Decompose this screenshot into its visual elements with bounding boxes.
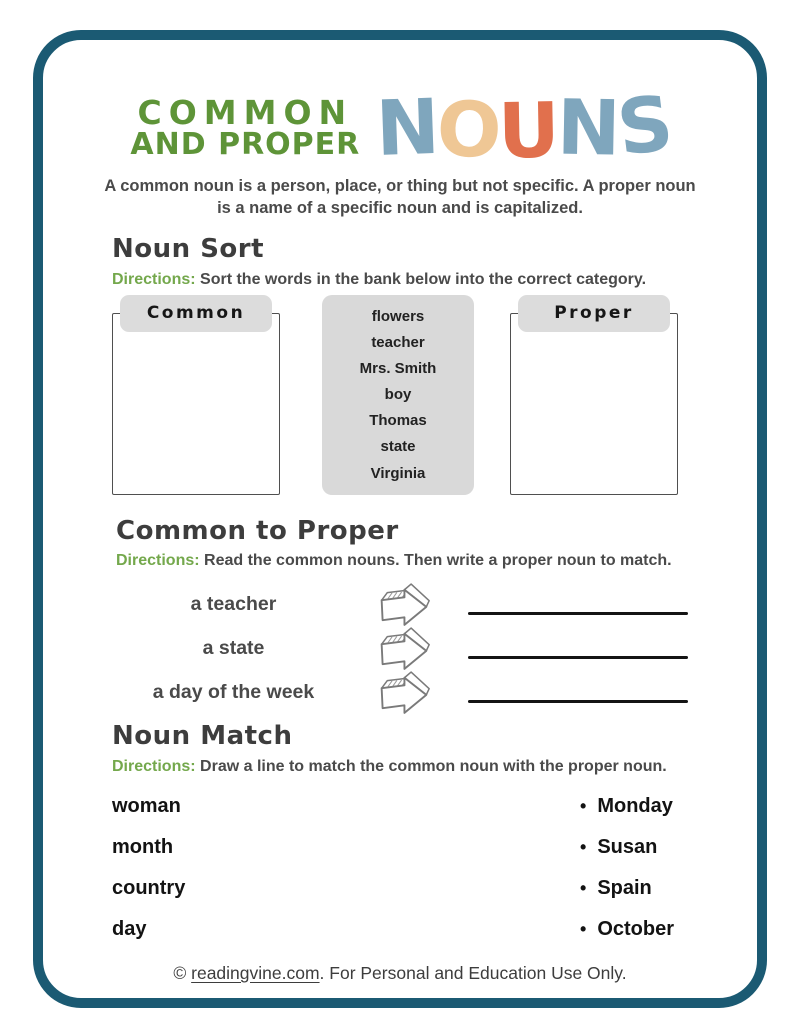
word-bank-item: Mrs. Smith (359, 359, 437, 377)
write-line (468, 612, 688, 615)
write-line (468, 656, 688, 659)
common-to-proper-directions (116, 552, 740, 570)
nouns-letter: N (556, 82, 619, 173)
common-to-proper-row (116, 582, 688, 626)
match-proper-noun: Spain (597, 876, 652, 899)
match-proper-noun-item (580, 836, 706, 859)
copyright-suffix: . For Personal and Education Use Only. (319, 963, 627, 983)
bullet-icon: • (580, 918, 587, 939)
common-noun-label: a state (202, 636, 265, 659)
common-noun-label: a day of the week (152, 680, 315, 703)
directions-text: Draw a line to match the common noun with the proper noun. (200, 757, 667, 775)
word-bank-item: Thomas (369, 412, 427, 430)
word-bank (322, 295, 474, 495)
noun-sort-directions (112, 271, 740, 289)
common-noun-label: a teacher (190, 592, 277, 615)
match-proper-noun: Susan (597, 835, 658, 858)
directions-text: Sort the words in the bank below into the correct category. (200, 270, 647, 288)
common-to-proper-row (116, 626, 688, 670)
proper-sort-area (510, 313, 678, 495)
section-noun-sort (60, 235, 740, 495)
nouns-letter: S (612, 78, 675, 173)
directions-label: Directions: (112, 270, 196, 288)
match-common-noun: month (112, 835, 174, 858)
noun-match-row (112, 868, 706, 909)
match-proper-noun-item (580, 877, 706, 900)
sort-row (112, 295, 740, 495)
title-common-and-proper (130, 92, 361, 162)
arrow-icon (375, 581, 432, 627)
title-line-2: AND PROPER (130, 126, 361, 162)
noun-match-directions (112, 758, 740, 776)
worksheet-content (60, 0, 740, 950)
arrow-icon (375, 669, 432, 715)
common-to-proper-rows (116, 582, 688, 714)
noun-match-row (112, 909, 706, 950)
title-line-1: COMMON (137, 92, 354, 132)
common-to-proper-heading: Common to Proper (116, 515, 399, 546)
bullet-icon: • (580, 795, 587, 816)
word-bank-item: flowers (371, 307, 425, 325)
noun-match-heading: Noun Match (112, 721, 293, 752)
directions-label: Directions: (116, 552, 200, 570)
noun-match-rows (112, 786, 706, 950)
noun-match-row (112, 786, 706, 827)
copyright-prefix: © (173, 963, 192, 983)
noun-sort-heading: Noun Sort (112, 234, 265, 265)
match-common-noun: woman (112, 794, 181, 817)
common-sort-box (112, 295, 280, 495)
directions-text: Read the common nouns. Then write a proper noun to match. (204, 552, 672, 570)
section-noun-match (60, 722, 740, 950)
word-bank-item: boy (384, 386, 412, 404)
worksheet-description: A common noun is a person, place, or thing but not specific. A proper noun is a name of a specific noun and is capitalized. (104, 177, 696, 217)
write-line (468, 700, 688, 703)
directions-label: Directions: (112, 757, 196, 775)
noun-match-row (112, 827, 706, 868)
arrow-icon (375, 625, 432, 671)
readingvine-link[interactable]: readingvine.com (191, 963, 320, 983)
common-sort-label: Common (120, 295, 272, 332)
title-nouns-word (374, 78, 675, 176)
match-common-noun: country (112, 876, 186, 899)
word-bank-item: Virginia (370, 464, 426, 482)
proper-sort-box (510, 295, 678, 495)
footer-copyright (0, 963, 800, 984)
section-common-to-proper (60, 517, 740, 715)
match-proper-noun-item (580, 918, 706, 941)
match-proper-noun-item (580, 795, 706, 818)
proper-sort-label: Proper (518, 295, 670, 332)
nouns-letter: O (435, 83, 500, 176)
common-sort-area (112, 313, 280, 495)
match-proper-noun: Monday (597, 794, 673, 817)
common-to-proper-row (116, 670, 688, 714)
worksheet-title (60, 78, 740, 176)
nouns-letter: N (374, 81, 439, 174)
bullet-icon: • (580, 877, 587, 898)
nouns-letter: U (497, 85, 559, 176)
word-bank-item: teacher (371, 333, 425, 351)
word-bank-item: state (380, 438, 416, 456)
match-proper-noun: October (597, 917, 674, 940)
match-common-noun: day (112, 917, 147, 940)
bullet-icon: • (580, 836, 587, 857)
